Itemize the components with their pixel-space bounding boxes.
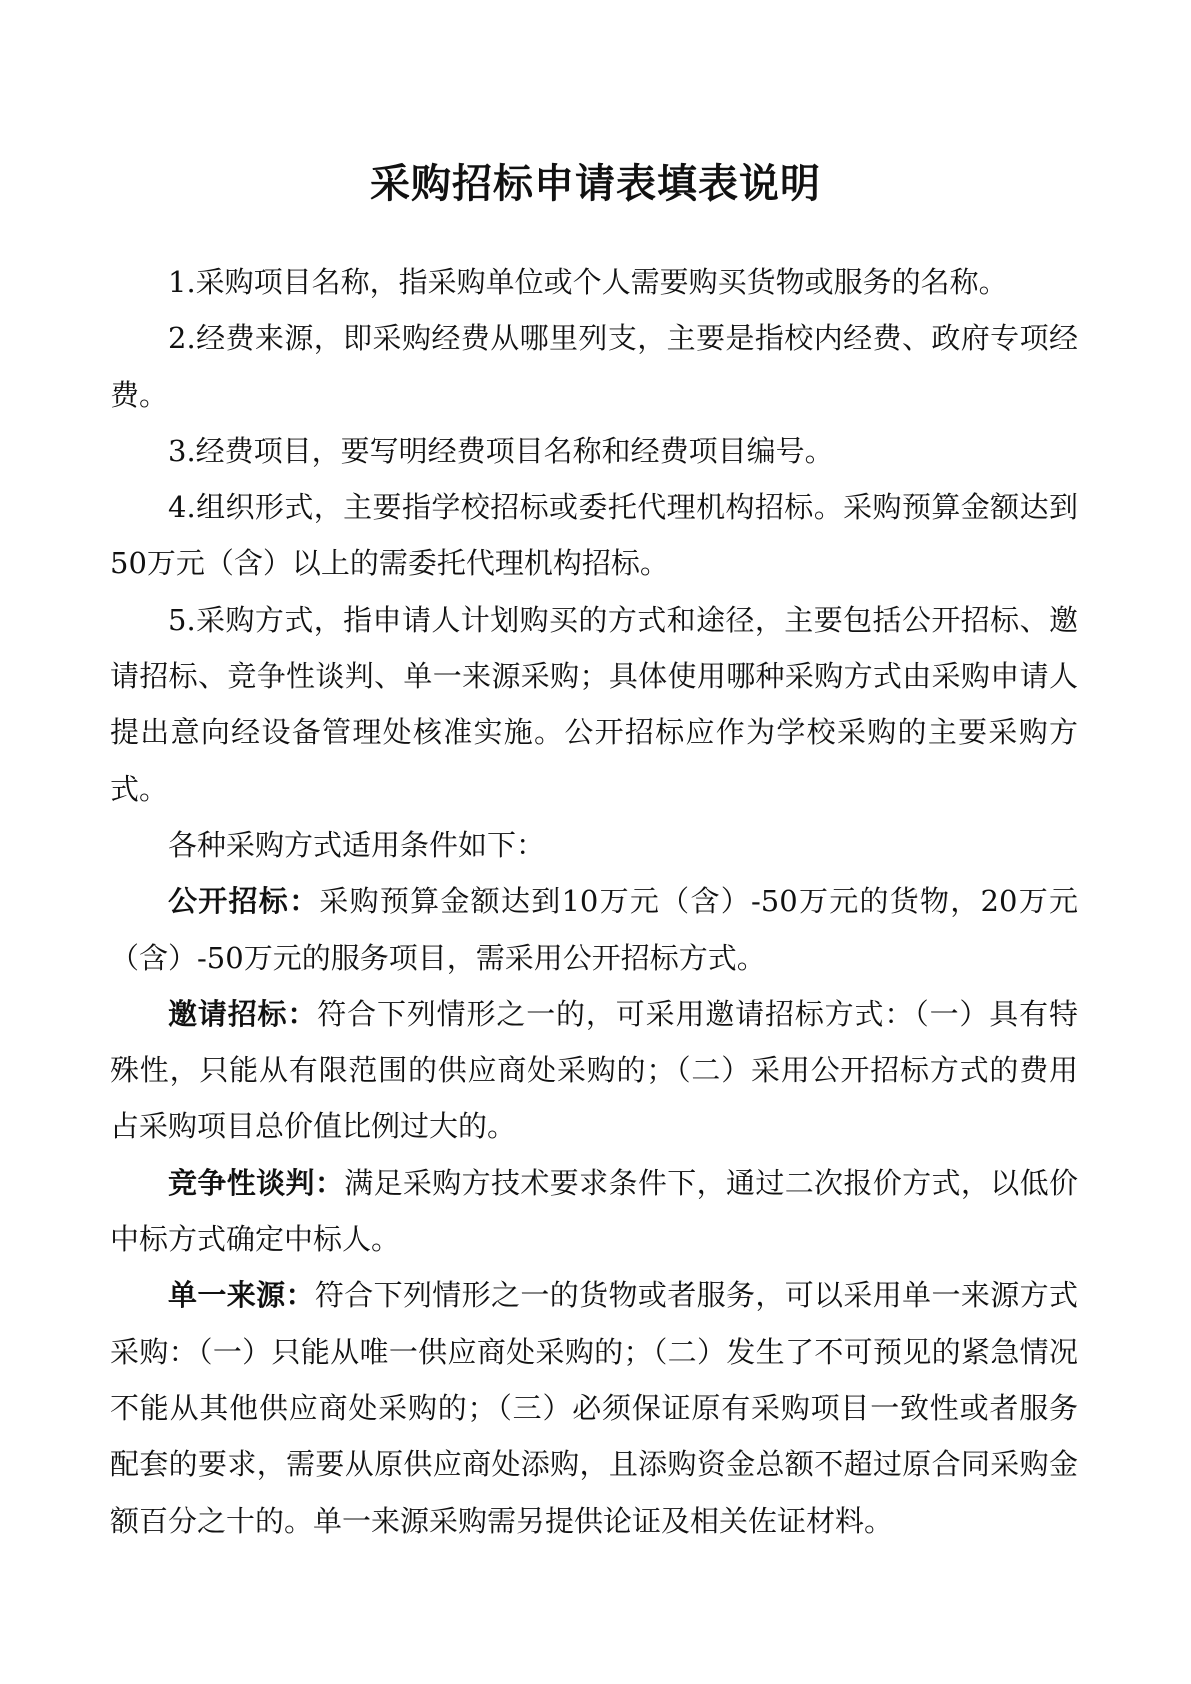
item-paragraph: 5.采购方式，指申请人计划购买的方式和途径，主要包括公开招标、邀请招标、竞争性谈判、单一来源采购；具体使用哪种采购方式由采购申请人提出意向经设备管理处核准实施。公开招标应作为学校采购的主要采购方式。 bbox=[110, 602, 1078, 806]
item-paragraph: 4.组织形式，主要指学校招标或委托代理机构招标。采购预算金额达到50万元（含）以上的需委托代理机构招标。 bbox=[110, 490, 1078, 581]
method-description: 符合下列情形之一的，可采用邀请招标方式：（一）具有特殊性，只能从有限范围的供应商处采购的；（二）采用公开招标方式的费用占采购项目总价值比例过大的。 bbox=[110, 996, 1078, 1144]
method-paragraph-invited-tender bbox=[110, 986, 1078, 1155]
method-term: 公开招标： bbox=[168, 884, 320, 919]
method-term: 竞争性谈判： bbox=[168, 1165, 345, 1200]
method-description: 符合下列情形之一的货物或者服务，可以采用单一来源方式采购：（一）只能从唯一供应商处采购的；（二）发生了不可预见的紧急情况不能从其他供应商处采购的；（三）必须保证原有采购项目一致性或者服务配套的要求，需要从原供应商处添购，且添购资金总额不超过原合同采购金额百分之十的。单一来源采购需另提供论证及相关佐证材料。 bbox=[110, 1278, 1078, 1538]
method-term: 邀请招标： bbox=[168, 996, 318, 1031]
item-paragraph: 3.经费项目，要写明经费项目名称和经费项目编号。 bbox=[168, 433, 834, 468]
method-term: 单一来源： bbox=[168, 1278, 315, 1313]
method-description: 满足采购方技术要求条件下，通过二次报价方式，以低价中标方式确定中标人。 bbox=[110, 1165, 1078, 1257]
method-paragraph-open-tender bbox=[110, 873, 1078, 986]
method-description: 采购预算金额达到10万元（含）-50万元的货物，20万元（含）-50万元的服务项目，需采用公开招标方式。 bbox=[110, 884, 1078, 975]
document-body bbox=[110, 254, 1078, 1549]
methods-intro: 各种采购方式适用条件如下： bbox=[168, 827, 546, 862]
method-paragraph-competitive-negotiation bbox=[110, 1155, 1078, 1268]
item-paragraph: 2.经费来源，即采购经费从哪里列支，主要是指校内经费、政府专项经费。 bbox=[110, 321, 1078, 412]
item-paragraph: 1.采购项目名称，指采购单位或个人需要购买货物或服务的名称。 bbox=[168, 265, 1008, 299]
document-title: 采购招标申请表填表说明 bbox=[370, 161, 821, 207]
method-paragraph-single-source bbox=[110, 1267, 1078, 1548]
